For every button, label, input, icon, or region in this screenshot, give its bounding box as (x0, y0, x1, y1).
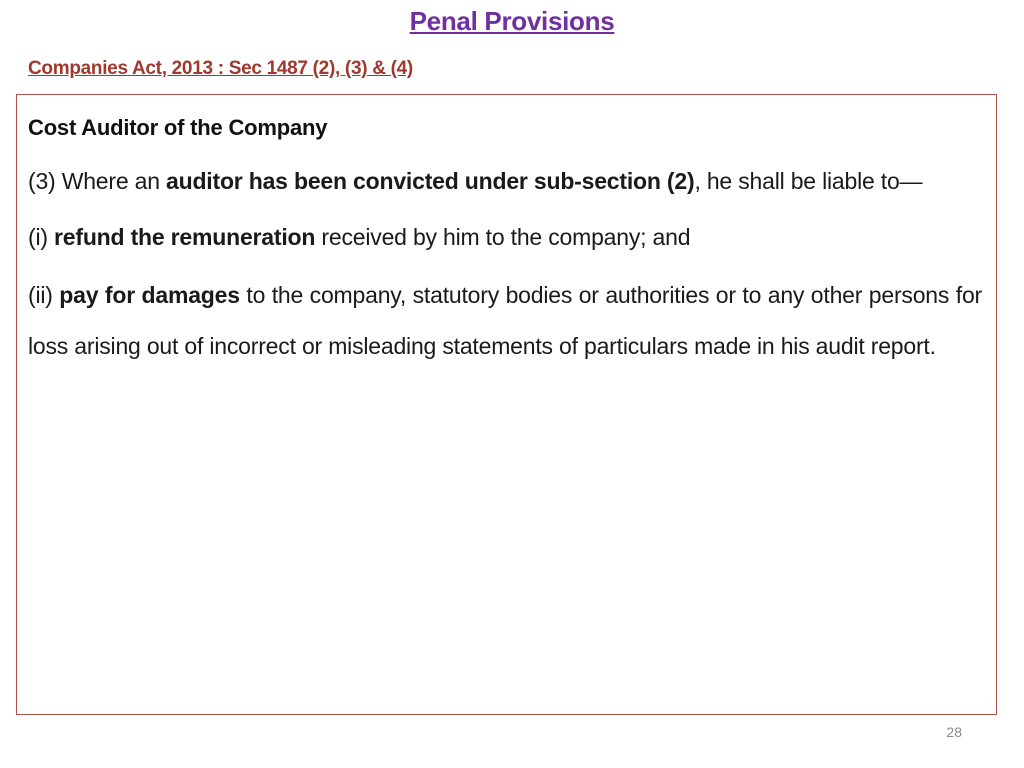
page-number: 28 (946, 724, 962, 740)
paragraph-3-suffix: , he shall be liable to— (694, 168, 923, 194)
content-box (16, 94, 997, 715)
clause-ii-prefix: (ii) (28, 282, 60, 308)
paragraph-sub-section-3 (28, 156, 982, 207)
clause-i (28, 212, 982, 263)
clause-ii-suffix: to the company, statutory bodies or authorities or to any other persons for loss arising out of incorrect or misleading statements of particulars made in his audit report. (28, 282, 982, 359)
section-heading: Cost Auditor of the Company (28, 115, 328, 140)
clause-i-suffix: received by him to the company; and (315, 224, 691, 250)
clause-ii-bold: pay for damages (59, 282, 240, 308)
clause-i-prefix: (i) (28, 224, 55, 250)
clause-i-bold: refund the remuneration (54, 224, 316, 250)
slide-subtitle: Companies Act, 2013 : Sec 1487 (2), (3) & (4) (28, 58, 413, 79)
paragraph-3-prefix: (3) Where an (28, 168, 167, 194)
content-body (28, 109, 982, 372)
clause-ii (28, 270, 982, 372)
paragraph-3-bold: auditor has been convicted under sub-section (2) (166, 168, 695, 194)
slide-title: Penal Provisions (409, 6, 615, 36)
